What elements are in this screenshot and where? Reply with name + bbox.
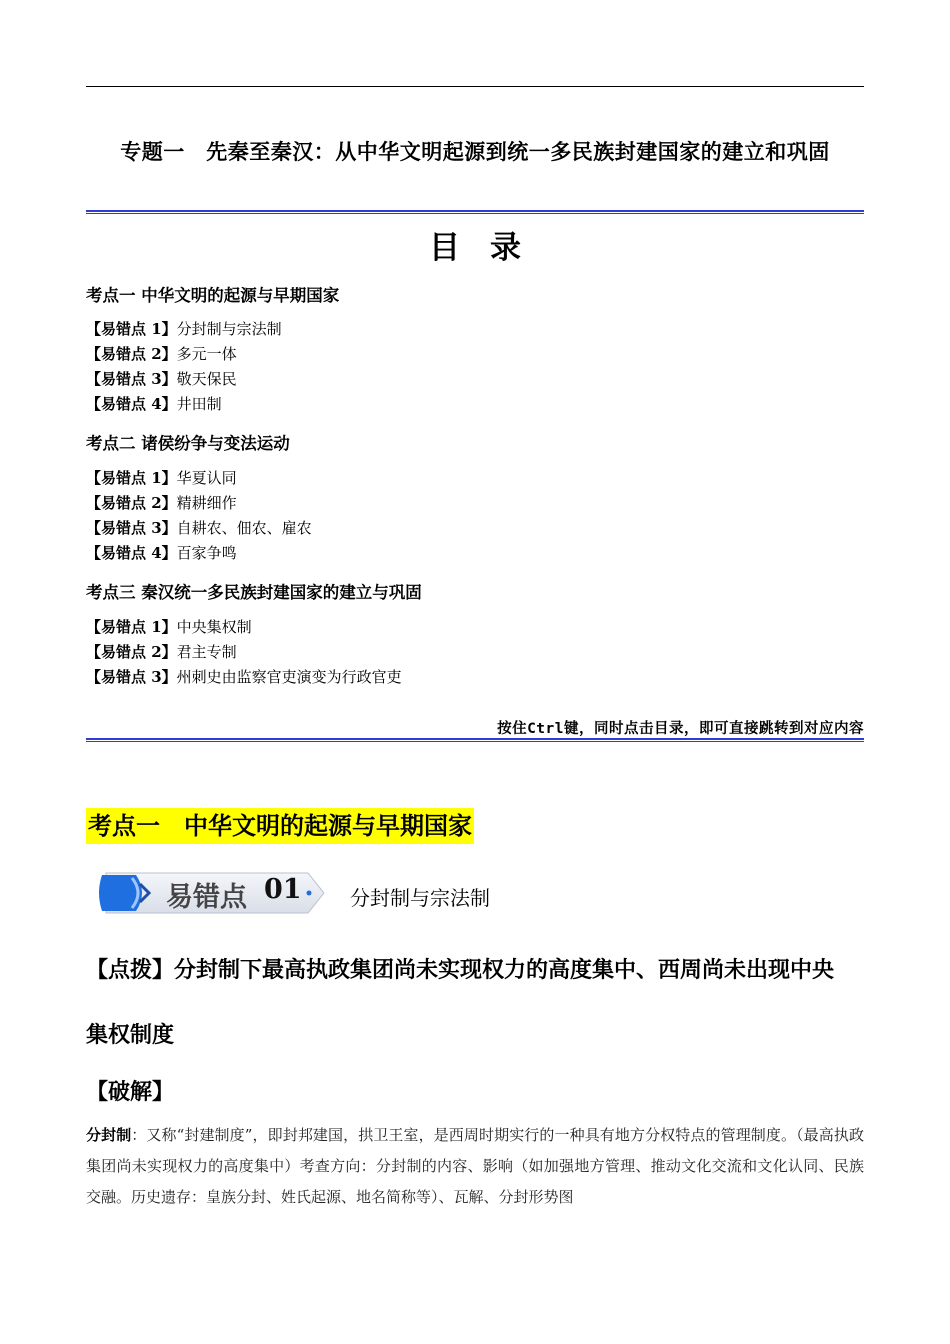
toc-jump-note: 按住Ctrl键，同时点击目录，即可直接跳转到对应内容 — [497, 721, 864, 737]
toc-item-tag: 【易错点 3】 — [86, 370, 177, 388]
toc-item-tag: 【易错点 3】 — [86, 519, 177, 537]
toc-item[interactable] — [86, 517, 312, 538]
toc-top-rule — [86, 210, 864, 214]
toc-item-text: 州刺史由监察官吏演变为行政官吏 — [176, 668, 402, 686]
badge-title: 分封制与宗法制 — [350, 886, 490, 910]
top-rule — [86, 86, 864, 87]
toc-item-tag: 【易错点 2】 — [86, 643, 177, 661]
toc-item[interactable] — [86, 616, 252, 637]
toc-item-tag: 【易错点 2】 — [86, 345, 177, 363]
explanation-paragraph — [86, 1120, 864, 1213]
toc-item-text: 华夏认同 — [176, 469, 237, 487]
term-text: ：又称“封建制度”，即封邦建国，拱卫王室，是西周时期实行的一种具有地方分权特点的管理制度。（最高执政集团尚未实现权力的高度集中）考查方向：分封制的内容、影响（如加强地方管理、推动文化交流和文化认同、民族交融。历史遗存：皇族分封、姓氏起源、地名简称等）、瓦解、分封形势图 — [86, 1126, 864, 1206]
toc-item-tag: 【易错点 1】 — [86, 469, 177, 487]
toc-item-tag: 【易错点 1】 — [86, 618, 177, 636]
subject-title: 专题一 先秦至秦汉：从中华文明起源到统一多民族封建国家的建立和巩固 — [120, 139, 830, 164]
tip-line-2: 集权制度 — [86, 1023, 175, 1048]
toc-item[interactable] — [86, 368, 237, 389]
tip-line-1: 【点拨】分封制下最高执政集团尚未实现权力的高度集中、西周尚未出现中央 — [86, 958, 835, 983]
toc-item-tag: 【易错点 4】 — [86, 395, 177, 413]
toc-item[interactable] — [86, 393, 222, 414]
toc-section-3[interactable]: 考点三 秦汉统一多民族封建国家的建立与巩固 — [86, 583, 422, 602]
toc-section-1[interactable]: 考点一 中华文明的起源与早期国家 — [86, 286, 340, 305]
section-heading: 考点一 中华文明的起源与早期国家 — [86, 808, 474, 844]
term: 分封制 — [86, 1126, 132, 1144]
toc-item-text: 中央集权制 — [176, 618, 252, 636]
toc-title: 目录 — [429, 230, 551, 266]
toc-item[interactable] — [86, 492, 237, 513]
toc-item-text: 分封制与宗法制 — [176, 320, 282, 338]
toc-item-text: 君主专制 — [176, 643, 237, 661]
error-point-badge — [96, 870, 328, 916]
toc-item-text: 精耕细作 — [176, 494, 237, 512]
toc-item[interactable] — [86, 641, 237, 662]
toc-item[interactable] — [86, 542, 237, 563]
toc-item-text: 自耕农、佃农、雇农 — [176, 519, 312, 537]
toc-item[interactable] — [86, 467, 237, 488]
toc-section-2[interactable]: 考点二 诸侯纷争与变法运动 — [86, 434, 290, 453]
toc-item-tag: 【易错点 3】 — [86, 668, 177, 686]
toc-item-text: 井田制 — [176, 395, 222, 413]
toc-item-text: 百家争鸣 — [176, 544, 237, 562]
toc-item-tag: 【易错点 1】 — [86, 320, 177, 338]
badge-label: 易错点 — [166, 882, 247, 913]
toc-item[interactable] — [86, 343, 237, 364]
toc-item-text: 敬天保民 — [176, 370, 237, 388]
toc-item-text: 多元一体 — [176, 345, 237, 363]
toc-bottom-rule — [86, 738, 864, 742]
pojie-heading: 【破解】 — [86, 1080, 175, 1105]
toc-item-tag: 【易错点 2】 — [86, 494, 177, 512]
toc-item[interactable] — [86, 318, 282, 339]
toc-item-tag: 【易错点 4】 — [86, 544, 177, 562]
toc-item[interactable] — [86, 666, 402, 687]
badge-number: 01 — [264, 874, 302, 905]
